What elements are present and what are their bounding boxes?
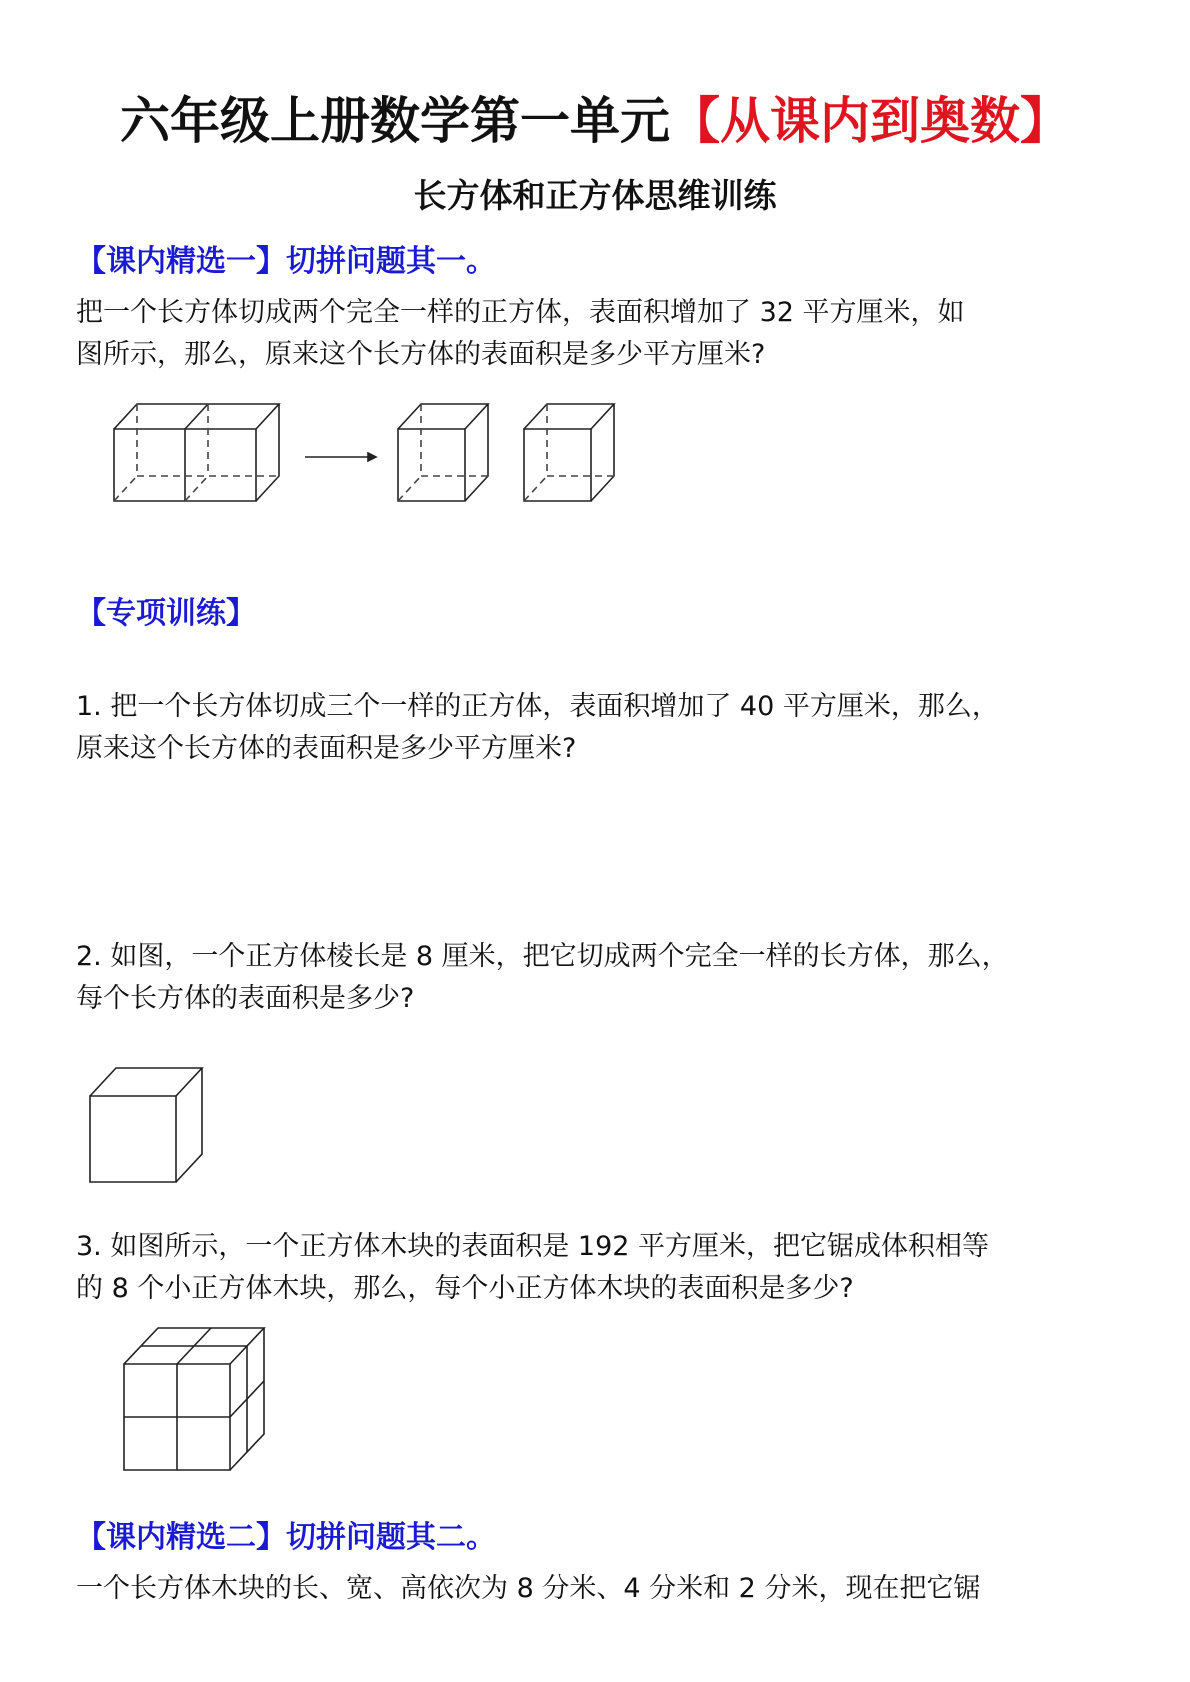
question-2-text: 2. 如图，一个正方体棱长是 8 厘米，把它切成两个完全一样的长方体，那么， 每个长方体的表面积是多少? bbox=[76, 941, 1009, 1014]
question-3-text: 3. 如图所示，一个正方体木块的表面积是 192 平方厘米，把它锯成体积相等 的 8 个小正方体木块，那么，每个小正方体木块的表面积是多少? bbox=[76, 1231, 990, 1304]
problem-text-2: 一个长方体木块的长、宽、高依次为 8 分米、4 分米和 2 分米，现在把它锯 bbox=[76, 1573, 981, 1604]
page-subtitle: 长方体和正方体思维训练 bbox=[413, 176, 777, 215]
cuboid-split-figure bbox=[100, 395, 660, 515]
section-heading-3: 【课内精选二】切拼问题其二。 bbox=[76, 1520, 496, 1555]
question-1-text: 1. 把一个长方体切成三个一样的正方体，表面积增加了 40 平方厘米，那么， 原来这个长方体的表面积是多少平方厘米? bbox=[76, 691, 999, 764]
cube-figure bbox=[86, 1062, 216, 1192]
section-heading-1: 【课内精选一】切拼问题其一。 bbox=[76, 244, 496, 279]
page-title bbox=[0, 86, 1190, 156]
section-heading-2: 【专项训练】 bbox=[76, 596, 256, 631]
problem-text-1: 把一个长方体切成两个完全一样的正方体，表面积增加了 32 平方厘米，如 图所示，那么，原来这个长方体的表面积是多少平方厘米? bbox=[76, 297, 965, 370]
cube-grid-figure bbox=[118, 1320, 278, 1480]
title-main: 六年级上册数学第一单元 bbox=[120, 92, 670, 150]
title-highlight: 【从课内到奥数】 bbox=[670, 92, 1070, 150]
